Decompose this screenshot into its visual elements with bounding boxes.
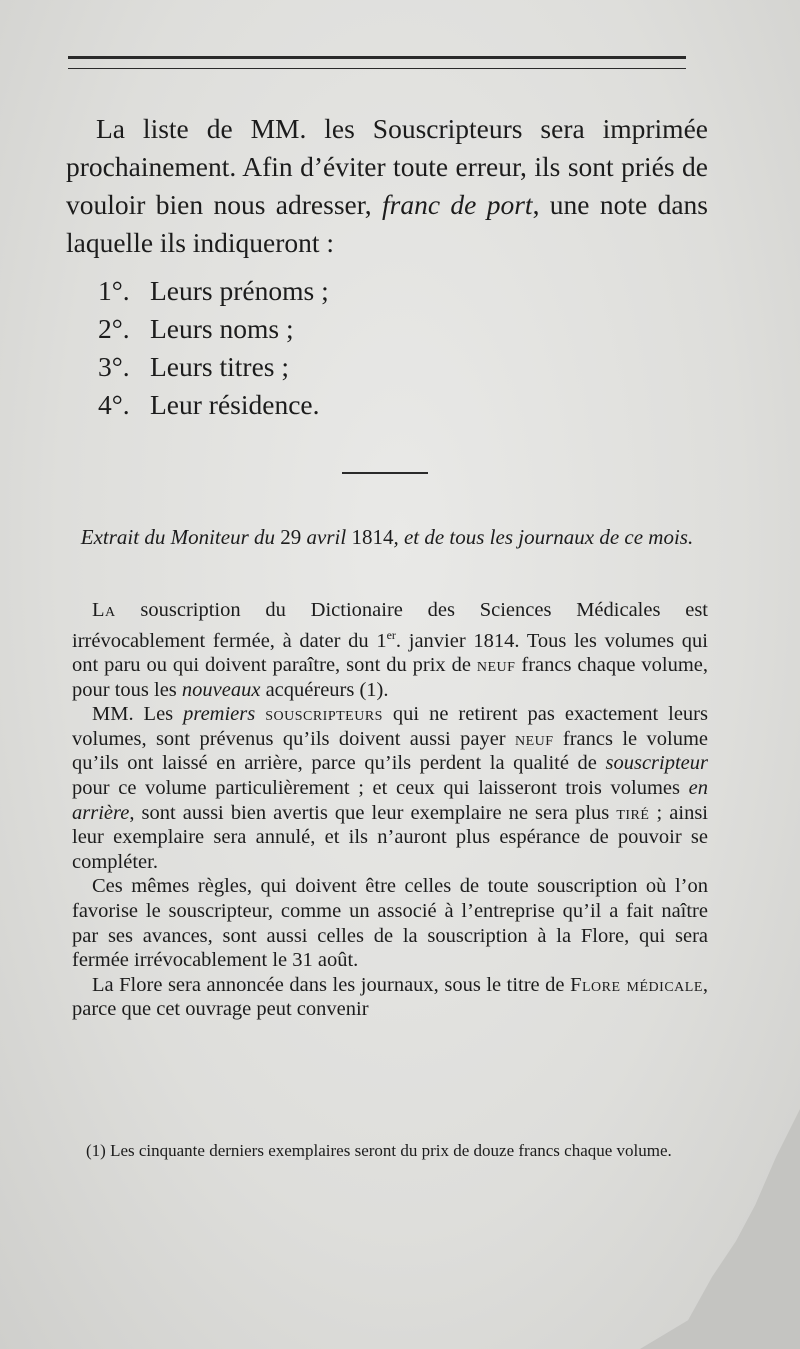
p2-text-c: francs le volume qu’ils ont laissé en arrière, parce qu’ils perdent la qualité de xyxy=(72,727,708,775)
notice-paragraph xyxy=(66,110,708,262)
footnote-text: (1) Les cinquante derniers exemplaires seront du prix de douze francs chaque volume. xyxy=(86,1141,672,1160)
list-item-label: Leurs prénoms ; xyxy=(150,275,329,306)
p4-flore-medicale: Flore médicale xyxy=(570,973,703,996)
list-item xyxy=(98,272,329,310)
list-item-label: Leurs titres ; xyxy=(150,351,289,382)
paragraph-1 xyxy=(72,598,708,702)
list-item-number: 3°. xyxy=(98,351,130,382)
paragraph-2 xyxy=(72,702,708,874)
paragraph-4 xyxy=(72,973,708,1022)
p2-text-a: MM. Les xyxy=(92,703,184,726)
p2-en-arriere: en arrière xyxy=(72,776,708,824)
p1-text-e: acquéreurs (1). xyxy=(260,678,389,701)
footnote xyxy=(86,1140,708,1162)
header-double-rule xyxy=(68,56,686,69)
extract-heading xyxy=(66,524,708,550)
extract-body xyxy=(72,598,708,1022)
extract-date: 29 xyxy=(280,525,302,549)
section-divider xyxy=(342,472,428,474)
p2-neuf: neuf xyxy=(514,727,554,750)
p1-text-c: . janvier 1814. Tous les volumes qui ont paru ou qui doivent paraître, sont du prix de xyxy=(72,629,708,677)
list-item xyxy=(98,386,329,424)
p2-tire: tiré xyxy=(616,801,650,824)
extract-text-b: avril xyxy=(301,525,352,549)
list-item-number: 1°. xyxy=(98,275,130,306)
p2-premiers: premiers xyxy=(183,703,256,726)
p2-text-e: , sont aussi bien avertis que leur exemplaire ne sera plus xyxy=(129,801,617,824)
p1-text-d: francs chaque volume, pour tous les xyxy=(72,654,708,701)
list-item-label: Leur résidence. xyxy=(150,389,320,420)
p2-text-b: qui ne retirent pas exactement leurs volumes, sont prévenus qu’ils doivent aussi payer xyxy=(72,703,708,750)
extract-text-a: Extrait du Moniteur du xyxy=(80,525,281,549)
extract-text-c: , et de tous les journaux de ce mois. xyxy=(393,525,694,549)
p1-initial: La xyxy=(92,599,116,621)
p2-text-d: pour ce volume particulièrement ; et ceux qui laisseront trois volumes xyxy=(72,776,689,799)
extract-year: 1814 xyxy=(351,525,394,549)
subscriber-notice xyxy=(66,110,708,262)
p1-superscript: er xyxy=(386,627,396,642)
p1-neuf: neuf xyxy=(476,654,516,677)
p4-text-a: La Flore sera annoncée dans les journaux, sous le titre de xyxy=(92,973,571,996)
list-item-label: Leurs noms ; xyxy=(150,313,294,344)
p2-souscripteur: souscripteur xyxy=(605,752,708,775)
requested-info-list xyxy=(98,272,329,424)
p1-nouveaux: nouveaux xyxy=(181,678,261,701)
list-item xyxy=(98,310,329,348)
notice-franc-de-port: franc de port xyxy=(382,189,533,220)
notice-text-2: , une note dans laquelle ils indiqueront : xyxy=(66,189,708,258)
p1-text-b: souscription du Dictionaire des Sciences Médicales est irrévocablement fermée, à dater du 1 xyxy=(72,599,708,652)
p2-souscripteurs: souscripteurs xyxy=(265,703,383,726)
paragraph-3: Ces mêmes règles, qui doivent être celles de toute souscription où l’on favorise le souscripteur, comme un associé à l’entreprise qu’il a fait naître par ses avances, sont aussi celles de la souscription à la Flore, qui sera fermée irrévocablement le 31 août. xyxy=(72,875,708,972)
notice-text-1: La liste de MM. les Souscripteurs sera imprimée prochainement. Afin d’éviter toute erreur, ils sont priés de vouloir bien nous adresser, xyxy=(66,113,708,220)
p4-text-b: , parce que cet ouvrage peut convenir xyxy=(72,973,708,1021)
list-item-number: 4°. xyxy=(98,389,130,420)
p2-text-f: ; ainsi leur exemplaire sera annulé, et ils n’auront plus espérance de pouvoir se compléter. xyxy=(72,801,708,873)
list-item xyxy=(98,348,329,386)
list-item-number: 2°. xyxy=(98,313,130,344)
